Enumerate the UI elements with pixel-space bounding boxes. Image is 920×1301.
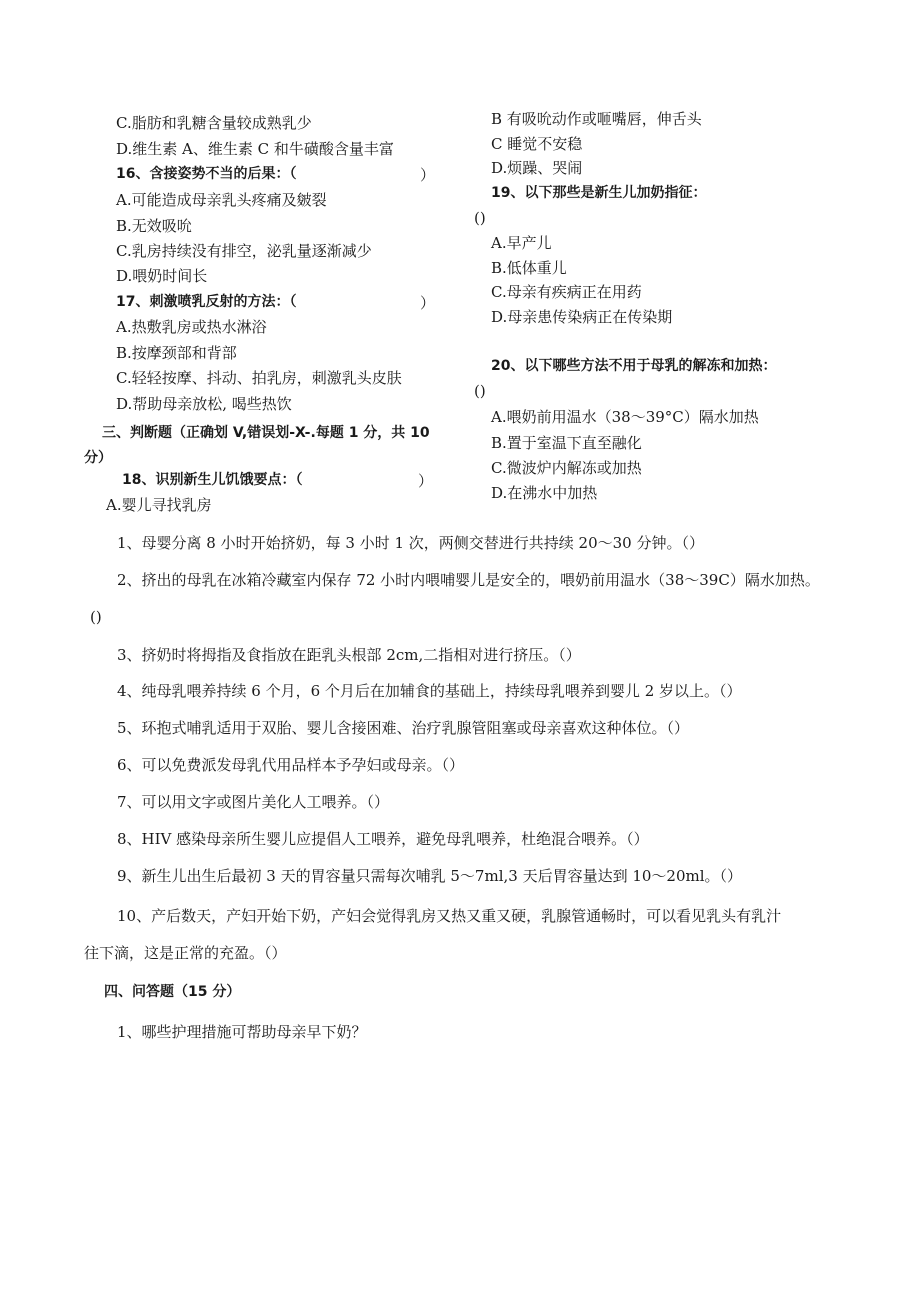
judgement-10: 10、产后数天，产妇开始下奶，产妇会觉得乳房又热又重又硬，乳腺管通畅时，可以看见乳头有乳汁 xyxy=(117,907,782,925)
q19-option-d: D.母亲患传染病正在传染期 xyxy=(491,308,673,326)
q19-option-b: B.低体重儿 xyxy=(491,259,567,277)
q17-option-d: D.帮助母亲放松, 喝些热饮 xyxy=(116,395,292,413)
q19-option-a: A.早产儿 xyxy=(491,234,552,252)
q16-option-b: B.无效吸吮 xyxy=(116,217,192,235)
section4-question-1: 1、哪些护理措施可帮助母亲早下奶？ xyxy=(117,1023,367,1041)
q17-title: 17、刺激喷乳反射的方法：（ xyxy=(116,294,297,310)
q18-option-a: A.婴儿寻找乳房 xyxy=(106,496,212,514)
q16-option-c: C.乳房持续没有排空，泌乳量逐渐减少 xyxy=(116,242,372,260)
judgement-10-cont: 往下滴，这是正常的充盈。（） xyxy=(84,944,287,962)
judgement-4: 4、纯母乳喂养持续 6 个月，6 个月后在加辅食的基础上，持续母乳喂养到婴儿 2 岁以上。（） xyxy=(117,682,742,700)
section4-title: 四、问答题（15 分） xyxy=(104,984,241,1000)
q16-title: 16、含接姿势不当的后果：（ xyxy=(116,166,297,182)
judgement-8: 8、HIV 感染母亲所生婴儿应提倡人工喂养，避免母乳喂养，杜绝混合喂养。（） xyxy=(117,830,649,848)
q20-paren: () xyxy=(474,382,486,400)
q18-close-paren: ） xyxy=(418,472,434,490)
q20-option-a: A.喂奶前用温水（38～39°C）隔水加热 xyxy=(491,408,759,426)
q16-option-a: A.可能造成母亲乳头疼痛及皴裂 xyxy=(116,191,327,209)
q20-option-b: B.置于室温下直至融化 xyxy=(491,434,642,452)
q18-option-c: C 睡觉不安稳 xyxy=(491,135,583,153)
judgement-6: 6、可以免费派发母乳代用品样本予孕妇或母亲。（） xyxy=(117,756,465,774)
q20-option-c: C.微波炉内解冻或加热 xyxy=(491,459,642,477)
q16-option-d: D.喂奶时间长 xyxy=(116,267,208,285)
judgement-2-paren: () xyxy=(90,608,102,626)
q20-title: 20、以下哪些方法不用于母乳的解冻和加热： xyxy=(491,358,777,374)
judgement-2: 2、挤出的母乳在冰箱冷藏室内保存 72 小时内喂哺婴儿是安全的，喂奶前用温水（38～39C）隔水加热。 xyxy=(117,571,820,589)
judgement-1: 1、母婴分离 8 小时开始挤奶，每 3 小时 1 次，两侧交替进行共持续 20～30 分钟。（） xyxy=(117,534,704,552)
q15-option-d: D.维生素 A、维生素 C 和牛磺酸含量丰富 xyxy=(116,140,394,158)
q17-option-c: C.轻轻按摩、抖动、拍乳房，刺激乳头皮肤 xyxy=(116,369,402,387)
section3-title-cont: 分） xyxy=(84,450,112,466)
q20-option-d: D.在沸水中加热 xyxy=(491,484,598,502)
q18-title: 18、识别新生儿饥饿要点：（ xyxy=(122,472,303,488)
judgement-3: 3、挤奶时将拇指及食指放在距乳头根部 2cm,二指相对进行挤压。（） xyxy=(117,646,581,664)
q19-option-c: C.母亲有疾病正在用药 xyxy=(491,283,642,301)
judgement-7: 7、可以用文字或图片美化人工喂养。（） xyxy=(117,793,390,811)
q19-title: 19、以下那些是新生儿加奶指征： xyxy=(491,185,707,201)
section3-title: 三、判断题（正确划 V,错误划-X-.每题 1 分，共 10 xyxy=(102,425,430,441)
q17-option-b: B.按摩颈部和背部 xyxy=(116,344,237,362)
q18-option-b: B 有吸吮动作或咂嘴唇，伸舌头 xyxy=(491,110,702,128)
q17-option-a: A.热敷乳房或热水淋浴 xyxy=(116,318,267,336)
q15-option-c: C.脂肪和乳糖含量较成熟乳少 xyxy=(116,114,312,132)
q16-close-paren: ） xyxy=(420,166,436,184)
q17-close-paren: ） xyxy=(420,294,436,312)
q18-option-d: D.烦躁、哭闹 xyxy=(491,159,583,177)
q19-paren: () xyxy=(474,209,486,227)
judgement-5: 5、环抱式哺乳适用于双胎、婴儿含接困难、治疗乳腺管阻塞或母亲喜欢这种体位。（） xyxy=(117,719,690,737)
judgement-9: 9、新生儿出生后最初 3 天的胃容量只需每次哺乳 5～7ml,3 天后胃容量达到 10～20ml。（） xyxy=(117,867,743,885)
